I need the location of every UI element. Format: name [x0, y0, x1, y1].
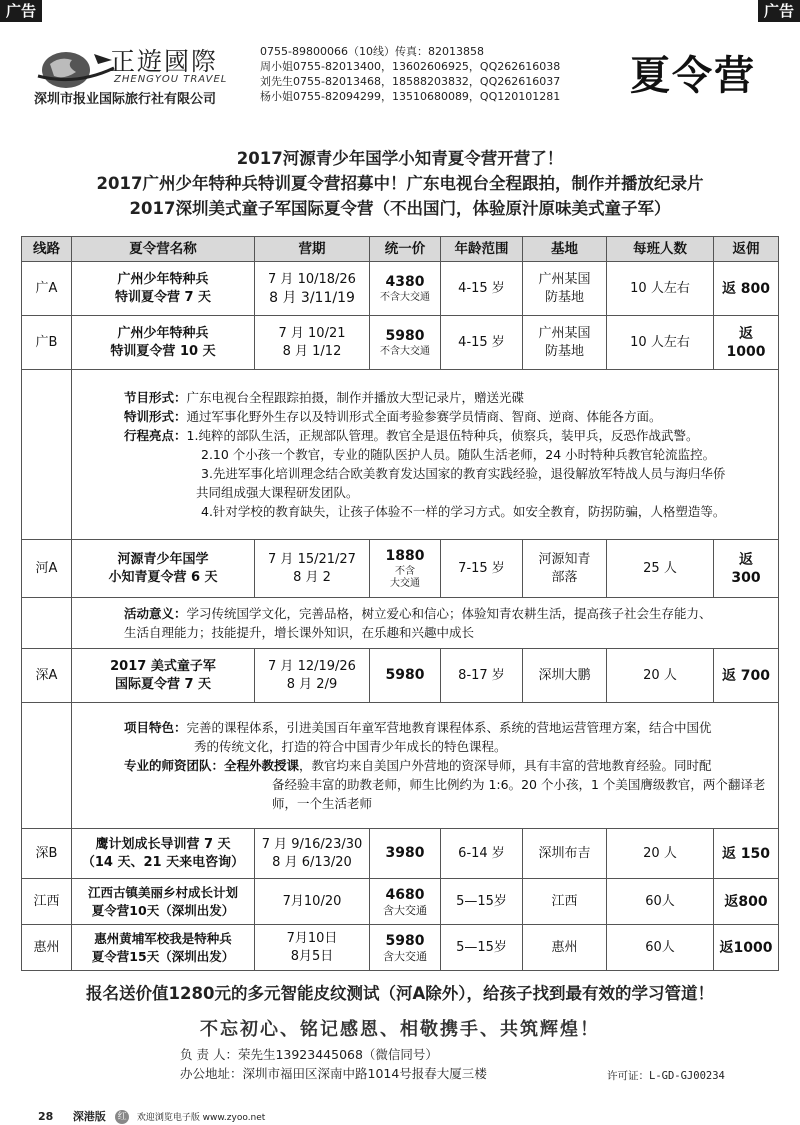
- date-line: 7 月 10/18/26: [268, 271, 356, 287]
- base-cell: 江西: [523, 879, 607, 925]
- date-cell: 7月10/20: [255, 879, 370, 925]
- date-line: 7 月 12/19/26: [268, 658, 356, 674]
- brand-name-en: ZHENGYOU TRAVEL: [114, 74, 228, 85]
- table-row: [22, 925, 779, 971]
- base-line: 河源知青: [538, 551, 591, 567]
- table-row: [22, 879, 779, 925]
- price-cell: [370, 540, 441, 598]
- base-line: 防基地: [544, 289, 584, 305]
- rebate-cell: [714, 316, 779, 370]
- headline: 2017深圳美式童子军国际夏令营（不出国门，体验原汁原味美式童子军）: [129, 199, 671, 218]
- desc-key: 节目形式：: [124, 390, 187, 405]
- price-cell: [370, 316, 441, 370]
- contact-line: 0755-89800066（10线）传真：82013858: [260, 45, 484, 58]
- desc-text: 共同组成强大课程研发团队。: [196, 485, 359, 500]
- base-line: 部落: [551, 569, 578, 585]
- ad-tag-left: 广告: [0, 0, 42, 22]
- class-size-cell: 25 人: [607, 540, 714, 598]
- price-cell: [370, 829, 441, 879]
- description-row: [22, 370, 779, 540]
- responsible-person: 负 责 人：荣先生13923445068（微信同号）: [180, 1047, 438, 1062]
- class-size-cell: 10 人左右: [607, 316, 714, 370]
- promo-text: 报名送价值1280元的多元智能皮纹测试（河A除外），给孩子找到最有效的学习管道！: [86, 984, 714, 1003]
- contact-line: 周小姐0755-82013400，13602606925，QQ262616038: [260, 60, 561, 73]
- price-value: 5980: [385, 328, 425, 344]
- headlines: [0, 146, 800, 221]
- date-cell: [255, 262, 370, 316]
- class-size-cell: 60人: [607, 879, 714, 925]
- desc-text: 备经验丰富的助教老师，师生比例约为 1:6。20 个小孩，1 个美国膺级教官，两个翻译老: [272, 777, 766, 792]
- class-size-cell: 60人: [607, 925, 714, 971]
- desc-text: 1.纯粹的部队生活，正规部队管理。教官全是退伍特种兵，侦察兵，装甲兵，反恐作战武警。: [186, 428, 699, 443]
- route-cell: 河A: [22, 540, 72, 598]
- camp-name-line: 特训夏令营 10 天: [110, 343, 216, 359]
- company-name: 深圳市报业国际旅行社有限公司: [34, 92, 217, 107]
- description-shenzhen: [72, 703, 779, 829]
- rebate-cell: 返1000: [714, 925, 779, 971]
- page-title: 夏令营: [630, 53, 756, 99]
- desc-key: 专业的师资团队：: [124, 758, 225, 773]
- age-cell: 5—15岁: [441, 879, 523, 925]
- camp-name-line: 江西古镇美丽乡村成长计划: [87, 884, 238, 900]
- desc-text: 生活自理能力；技能提升，增长课外知识，在乐趣和兴趣中成长: [124, 625, 475, 640]
- desc-text: 3.先进军事化培训理念结合欧美教育发达国家的教育实践经验，退役解放军特战人员与海归华侨: [201, 466, 726, 481]
- desc-key: 项目特色：: [124, 720, 187, 735]
- camp-table: [21, 236, 779, 971]
- col-header: 夏令营名称: [72, 237, 255, 262]
- desc-text: 广东电视台全程跟踪拍摄，制作并播放大型记录片，赠送光碟: [186, 390, 525, 405]
- route-cell: 广A: [22, 262, 72, 316]
- date-line: 8 月 1/12: [282, 343, 342, 359]
- page-number: 28: [38, 1110, 54, 1123]
- price-value: 4680: [385, 887, 425, 903]
- description-heyuan: [72, 598, 779, 649]
- date-line: 8月5日: [290, 948, 334, 964]
- rebate-cell: 返 800: [714, 262, 779, 316]
- price-note: 不含大交通: [380, 346, 430, 357]
- rebate-cell: 返 150: [714, 829, 779, 879]
- table-row: [22, 262, 779, 316]
- rebate-cell: 返 700: [714, 649, 779, 703]
- route-cell: 深A: [22, 649, 72, 703]
- date-cell: [255, 316, 370, 370]
- slogan: 不忘初心、铭记感恩、相敬携手、共筑辉煌！: [200, 1019, 600, 1040]
- contact-line: 刘先生0755-82013468，18588203832，QQ262616037: [260, 75, 561, 88]
- desc-key: 活动意义：: [124, 606, 187, 621]
- date-line: 7 月 15/21/27: [268, 551, 356, 567]
- table-row: [22, 829, 779, 879]
- camp-name-line: 广州少年特种兵: [117, 325, 209, 341]
- base-line: 防基地: [544, 343, 584, 359]
- base-cell: [523, 262, 607, 316]
- price-value: 3980: [385, 845, 425, 861]
- col-header: 统一价: [370, 237, 441, 262]
- camp-name-line: 2017 美式童子军: [110, 658, 216, 674]
- contact-list: [260, 44, 560, 104]
- col-header: 营期: [255, 237, 370, 262]
- camp-name-line: 河源青少年国学: [117, 551, 209, 567]
- age-cell: 7-15 岁: [441, 540, 523, 598]
- camp-name-cell: [72, 316, 255, 370]
- desc-text: 完善的课程体系，引进美国百年童军营地教育课程体系、系统的营地运营管理方案，结合中国优: [186, 720, 712, 735]
- price-value: 5980: [385, 933, 425, 949]
- price-note: 不含大交通: [380, 292, 430, 303]
- route-cell: 广B: [22, 316, 72, 370]
- logo: [32, 38, 247, 108]
- headline: 2017广州少年特种兵特训夏令营招募中！广东电视台全程跟拍，制作并播放纪录片: [96, 174, 704, 193]
- age-cell: 4-15 岁: [441, 262, 523, 316]
- camp-name-line: 夏令营15天（深圳出发）: [91, 948, 235, 964]
- rebate-line: 返: [739, 551, 753, 568]
- price-cell: [370, 925, 441, 971]
- date-cell: [255, 540, 370, 598]
- brand-name-cn: 正遊國際: [110, 47, 219, 76]
- camp-name-cell: [72, 879, 255, 925]
- rebate-cell: 返800: [714, 879, 779, 925]
- license-number: 许可证：L-GD-GJ00234: [607, 1070, 725, 1082]
- website-link[interactable]: 欢迎浏览电子版 www.zyoo.net: [136, 1113, 266, 1123]
- camp-name-cell: [72, 925, 255, 971]
- camp-name-cell: [72, 540, 255, 598]
- office-address: 办公地址：深圳市福田区深南中路1014号报春大厦三楼: [180, 1066, 487, 1081]
- camp-name-line: 广州少年特种兵: [117, 271, 209, 287]
- camp-name-line: 小知青夏令营 6 天: [108, 569, 218, 585]
- class-size-cell: 20 人: [607, 829, 714, 879]
- table-header-row: [22, 237, 779, 262]
- price-note: 含大交通: [383, 904, 427, 917]
- price-value: 5980: [385, 667, 425, 683]
- base-cell: [523, 540, 607, 598]
- edition-label: 深港版: [72, 1110, 106, 1123]
- desc-text: ，教官均来自美国户外营地的资深导师，具有丰富的营地教育经验。同时配: [299, 758, 712, 773]
- camp-name-cell: [72, 829, 255, 879]
- class-size-cell: 20 人: [607, 649, 714, 703]
- description-row: [22, 598, 779, 649]
- price-note: 含大交通: [383, 950, 427, 963]
- desc-text: 师，一个生活老师: [272, 796, 373, 811]
- date-cell: [255, 829, 370, 879]
- date-line: 7 月 9/16/23/30: [261, 836, 363, 852]
- camp-name-line: 特训夏令营 7 天: [114, 289, 212, 305]
- route-cell: 惠州: [22, 925, 72, 971]
- date-line: 7 月 10/21: [278, 325, 346, 341]
- date-line: 8 月 2: [293, 569, 331, 585]
- desc-text: 2.10 个小孩一个教官，专业的随队医护人员。随队生活老师，24 小时特种兵教官轮流监控。: [201, 447, 716, 462]
- desc-text: 学习传统国学文化，完善品格，树立爱心和信心；体验知青农耕生活，提高孩子社会生存能力、: [186, 606, 712, 621]
- price-note: 不含: [395, 566, 415, 577]
- page-footer: [38, 1108, 265, 1124]
- camp-name-cell: [72, 262, 255, 316]
- contact-block: [180, 1045, 487, 1083]
- globe-plane-icon: [36, 46, 116, 92]
- camp-name-cell: [72, 649, 255, 703]
- desc-text: 秀的传统文化，打造的符合中国青少年成长的特色课程。: [194, 739, 507, 754]
- date-cell: [255, 925, 370, 971]
- camp-name-line: 惠州黄埔军校我是特种兵: [94, 930, 232, 946]
- route-cell: 江西: [22, 879, 72, 925]
- price-cell: [370, 262, 441, 316]
- date-line: 8 月 3/11/19: [269, 289, 355, 306]
- table-row: [22, 316, 779, 370]
- camp-name-line: （14 天、21 天来电咨询）: [81, 854, 245, 870]
- header: [32, 38, 764, 108]
- camp-name-line: 国际夏令营 7 天: [114, 676, 212, 692]
- camp-name-line: 鹰计划成长导训营 7 天: [95, 836, 231, 852]
- description-row: [22, 703, 779, 829]
- age-cell: 6-14 岁: [441, 829, 523, 879]
- ad-tag-right: 广告: [758, 0, 800, 22]
- desc-key: 行程亮点：: [124, 428, 187, 443]
- col-header: 年龄范围: [441, 237, 523, 262]
- desc-key: 特训形式：: [124, 409, 187, 424]
- contact-line: 杨小姐0755-82094299，13510680089，QQ120101281: [260, 90, 561, 103]
- rebate-line: 1000: [726, 343, 766, 360]
- class-size-cell: 10 人左右: [607, 262, 714, 316]
- desc-key: 全程外教授课: [224, 758, 300, 773]
- col-header: 基地: [523, 237, 607, 262]
- base-cell: 深圳大鹏: [523, 649, 607, 703]
- base-line: 广州某国: [538, 271, 591, 287]
- date-line: 8 月 2/9: [286, 676, 338, 692]
- base-line: 广州某国: [538, 325, 591, 341]
- age-cell: 5—15岁: [441, 925, 523, 971]
- desc-text: 通过军事化野外生存以及特训形式全面考验参赛学员情商、智商、逆商、体能各方面。: [186, 409, 662, 424]
- date-cell: [255, 649, 370, 703]
- col-header: 线路: [22, 237, 72, 262]
- rebate-cell: [714, 540, 779, 598]
- description-guangzhou: [72, 370, 779, 540]
- headline: 2017河源青少年国学小知青夏令营开营了！: [236, 149, 564, 168]
- edition-badge-icon: 红: [115, 1110, 129, 1124]
- age-cell: 4-15 岁: [441, 316, 523, 370]
- price-cell: [370, 649, 441, 703]
- rebate-line: 300: [731, 569, 761, 586]
- date-line: 8 月 6/13/20: [272, 854, 352, 870]
- table-row: [22, 540, 779, 598]
- col-header: 返佣: [714, 237, 779, 262]
- route-cell: 深B: [22, 829, 72, 879]
- rebate-line: 返: [739, 325, 753, 342]
- desc-text: 4.针对学校的教育缺失，让孩子体验不一样的学习方式。如安全教育，防拐防骗，人格塑造等。: [201, 504, 726, 519]
- price-value: 4380: [385, 274, 425, 290]
- base-cell: 惠州: [523, 925, 607, 971]
- base-cell: [523, 316, 607, 370]
- col-header: 每班人数: [607, 237, 714, 262]
- age-cell: 8-17 岁: [441, 649, 523, 703]
- camp-name-line: 夏令营10天（深圳出发）: [91, 902, 235, 918]
- price-value: 1880: [385, 548, 425, 564]
- price-cell: [370, 879, 441, 925]
- date-line: 7月10日: [286, 930, 338, 946]
- base-cell: 深圳布吉: [523, 829, 607, 879]
- price-note: 大交通: [390, 578, 420, 589]
- table-row: [22, 649, 779, 703]
